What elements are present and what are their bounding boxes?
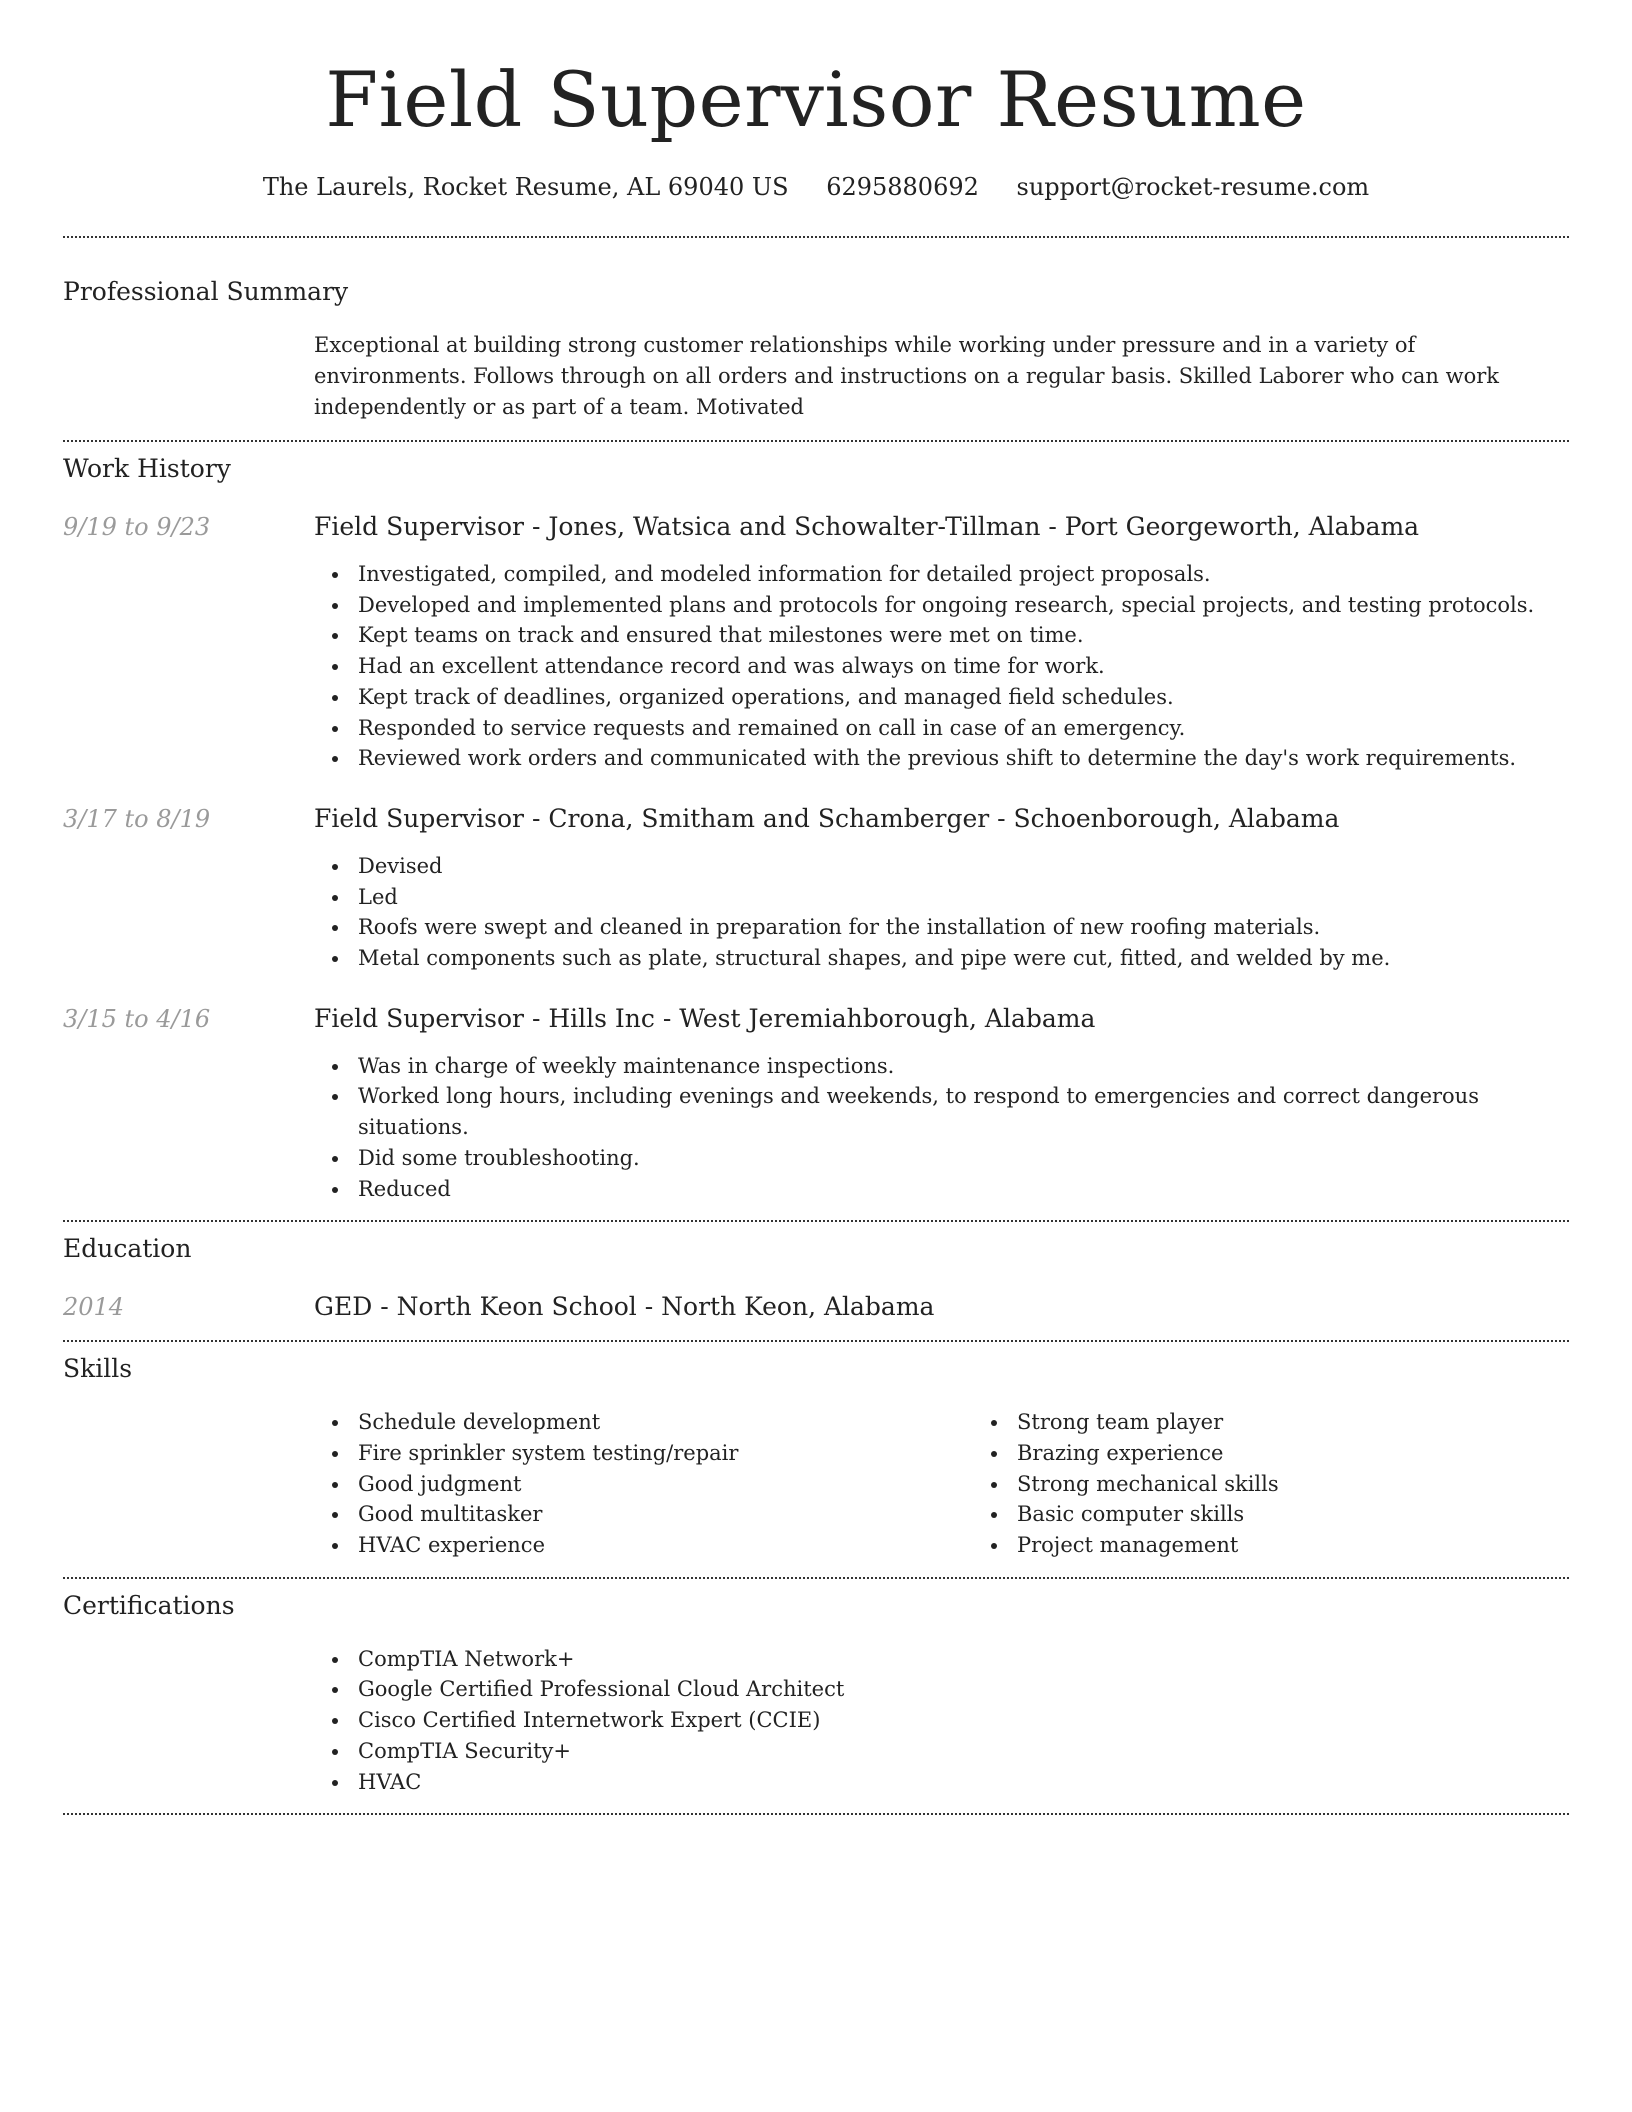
section-divider bbox=[63, 1813, 1569, 1815]
job-title: Field Supervisor - Jones, Watsica and Schowalter-Tillman - Port Georgeworth, Alabama bbox=[314, 512, 1420, 541]
summary-text: Exceptional at building strong customer relationships while working under pressure and in a variety of environments. Follows through on all orders and instructions on a regular basis. Skilled Laborer who can work independently or as part of a team. Motivated bbox=[314, 333, 1500, 419]
skills-list-left bbox=[314, 1407, 973, 1561]
job-title: Field Supervisor - Crona, Smitham and Schamberger - Schoenborough, Alabama bbox=[314, 803, 1340, 833]
skill-item: Brazing experience bbox=[1017, 1438, 1632, 1469]
job-bullet: Led bbox=[358, 882, 1569, 913]
work-heading: Work History bbox=[63, 454, 231, 483]
job-bullet: Investigated, compiled, and modeled information for detailed project proposals. bbox=[358, 559, 1569, 590]
certification-item: Google Certified Professional Cloud Architect bbox=[358, 1674, 1569, 1705]
job-bullets bbox=[314, 1051, 1569, 1205]
skills-list-right bbox=[973, 1407, 1632, 1561]
work-section bbox=[63, 442, 1569, 1220]
certifications-row bbox=[63, 1644, 1569, 1798]
education-year: 2014 bbox=[63, 1293, 125, 1322]
skill-item: HVAC experience bbox=[358, 1530, 973, 1561]
summary-content bbox=[314, 330, 1569, 423]
contact-line bbox=[63, 170, 1569, 204]
job-dates: 9/19 to 9/23 bbox=[63, 513, 211, 541]
job-bullet: Metal components such as plate, structural shapes, and pipe were cut, fitted, and welded by me. bbox=[358, 943, 1569, 974]
education-text: GED - North Keon School - North Keon, Alabama bbox=[314, 1292, 935, 1322]
job-entry bbox=[63, 802, 1569, 974]
certification-item: CompTIA Security+ bbox=[358, 1736, 1569, 1767]
certification-item: Cisco Certified Internetwork Expert (CCIE) bbox=[358, 1705, 1569, 1736]
skill-item: Good multitasker bbox=[358, 1499, 973, 1530]
education-section bbox=[63, 1222, 1569, 1340]
skill-item: Good judgment bbox=[358, 1469, 973, 1500]
summary-row bbox=[63, 330, 1569, 423]
summary-section bbox=[63, 238, 1569, 440]
job-dates: 3/17 to 8/19 bbox=[63, 804, 211, 833]
job-bullets bbox=[314, 559, 1569, 774]
job-bullet: Responded to service requests and remained on call in case of an emergency. bbox=[358, 713, 1569, 744]
job-bullet: Devised bbox=[358, 851, 1569, 882]
summary-heading: Professional Summary bbox=[63, 277, 349, 306]
certifications-list bbox=[314, 1644, 1569, 1798]
job-bullet: Kept track of deadlines, organized operations, and managed field schedules. bbox=[358, 682, 1569, 713]
job-bullet: Reviewed work orders and communicated with the previous shift to determine the day's work requirements. bbox=[358, 743, 1569, 774]
skill-item: Basic computer skills bbox=[1017, 1499, 1632, 1530]
job-bullet: Kept teams on track and ensured that milestones were met on time. bbox=[358, 620, 1569, 651]
certifications-section bbox=[63, 1579, 1569, 1814]
skills-grid bbox=[314, 1407, 1632, 1561]
skill-item: Project management bbox=[1017, 1530, 1632, 1561]
contact-address: The Laurels, Rocket Resume, AL 69040 US bbox=[262, 173, 789, 201]
job-content bbox=[314, 510, 1569, 774]
job-bullet: Roofs were swept and cleaned in preparation for the installation of new roofing materials. bbox=[358, 912, 1569, 943]
skills-heading: Skills bbox=[63, 1354, 133, 1384]
education-heading: Education bbox=[63, 1234, 192, 1264]
skills-row bbox=[63, 1407, 1569, 1561]
job-bullet: Had an excellent attendance record and was always on time for work. bbox=[358, 651, 1569, 682]
skill-item: Schedule development bbox=[358, 1407, 973, 1438]
certifications-content bbox=[314, 1644, 1569, 1798]
contact-phone: 6295880692 bbox=[826, 173, 979, 201]
job-dates: 3/15 to 4/16 bbox=[63, 1004, 211, 1033]
job-bullets bbox=[314, 851, 1569, 974]
skill-item: Strong team player bbox=[1017, 1407, 1632, 1438]
education-content bbox=[314, 1290, 1569, 1324]
job-entry bbox=[63, 1002, 1569, 1205]
skill-item: Strong mechanical skills bbox=[1017, 1469, 1632, 1500]
job-content bbox=[314, 802, 1569, 974]
job-bullet: Developed and implemented plans and protocols for ongoing research, special projects, and testing protocols. bbox=[358, 590, 1569, 621]
job-bullet: Reduced bbox=[358, 1174, 1569, 1205]
job-content bbox=[314, 1002, 1569, 1205]
job-entry bbox=[63, 510, 1569, 774]
resume-title: Field Supervisor Resume bbox=[325, 55, 1307, 144]
job-bullet: Was in charge of weekly maintenance inspections. bbox=[358, 1051, 1569, 1082]
certifications-heading: Certifications bbox=[63, 1590, 235, 1620]
contact-email: support@rocket-resume.com bbox=[1016, 173, 1370, 201]
certification-item: CompTIA Network+ bbox=[358, 1644, 1569, 1675]
education-entry bbox=[63, 1290, 1569, 1324]
certification-item: HVAC bbox=[358, 1767, 1569, 1798]
job-title: Field Supervisor - Hills Inc - West Jeremiahborough, Alabama bbox=[314, 1003, 1096, 1033]
job-bullet: Worked long hours, including evenings and weekends, to respond to emergencies and correct dangerous situations. bbox=[358, 1081, 1569, 1142]
skill-item: Fire sprinkler system testing/repair bbox=[358, 1438, 973, 1469]
skills-section bbox=[63, 1342, 1569, 1577]
job-bullet: Did some troubleshooting. bbox=[358, 1143, 1569, 1174]
